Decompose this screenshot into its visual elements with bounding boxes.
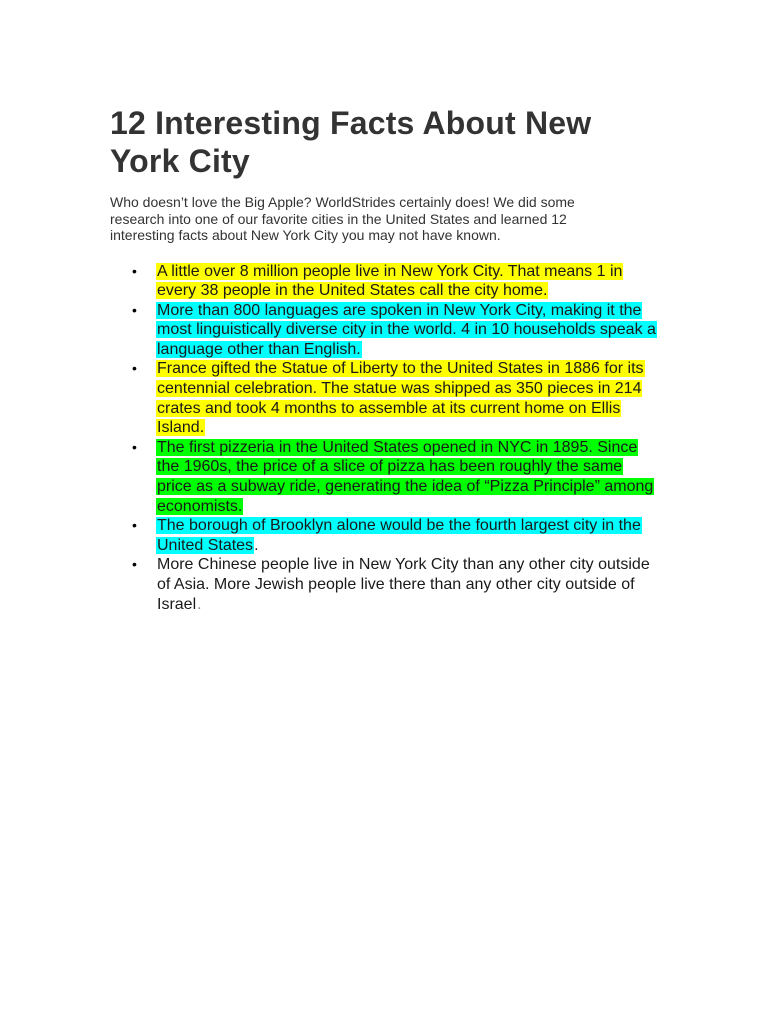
bullet-icon: • xyxy=(132,438,137,455)
fact-text-1: A little over 8 million people live in New York City. That means 1 in every 38 people in the United States call the city home. xyxy=(157,262,623,300)
bullet-icon: • xyxy=(132,517,137,534)
fact-text-4: The first pizzeria in the United States opened in NYC in 1895. Since the 1960s, the price of a slice of pizza has been roughly the same price as a subway ride, generating the idea of “Pizza Principle” among economists. xyxy=(157,438,654,515)
facts-list xyxy=(110,262,658,615)
fact-text-5: The borough of Brooklyn alone would be the fourth largest city in the United States xyxy=(157,517,641,554)
bullet-icon: • xyxy=(132,301,137,318)
fact-item-2 xyxy=(110,301,658,360)
bullet-icon: • xyxy=(132,262,137,279)
fact-item-6 xyxy=(110,555,658,614)
document-page xyxy=(110,104,658,614)
article-title: 12 Interesting Facts About New York City xyxy=(110,105,592,179)
fact-item-5 xyxy=(110,516,658,555)
fact-text-6: More Chinese people live in New York City than any other city outside of Asia. More Jewish people live there than any other city outside of Israel xyxy=(157,556,650,613)
fact-item-4 xyxy=(110,438,658,516)
article-intro: Who doesn’t love the Big Apple? WorldStrides certainly does! We did some research into one of our favorite cities in the United States and learned 12 interesting facts about New York City you may not have known. xyxy=(110,194,575,243)
bullet-icon: • xyxy=(132,556,137,573)
fact-after-6: . xyxy=(197,595,202,613)
fact-item-1 xyxy=(110,262,658,301)
fact-after-5: . xyxy=(254,536,259,554)
bullet-icon: • xyxy=(132,360,137,377)
fact-text-2: More than 800 languages are spoken in New York City, making it the most linguistically diverse city in the world. 4 in 10 households speak a language other than English. xyxy=(157,301,656,358)
fact-text-3: France gifted the Statue of Liberty to the United States in 1886 for its centennial celebration. The statue was shipped as 350 pieces in 214 crates and took 4 months to assemble at its current home on Ellis Island. xyxy=(157,360,644,437)
fact-item-3 xyxy=(110,359,658,437)
